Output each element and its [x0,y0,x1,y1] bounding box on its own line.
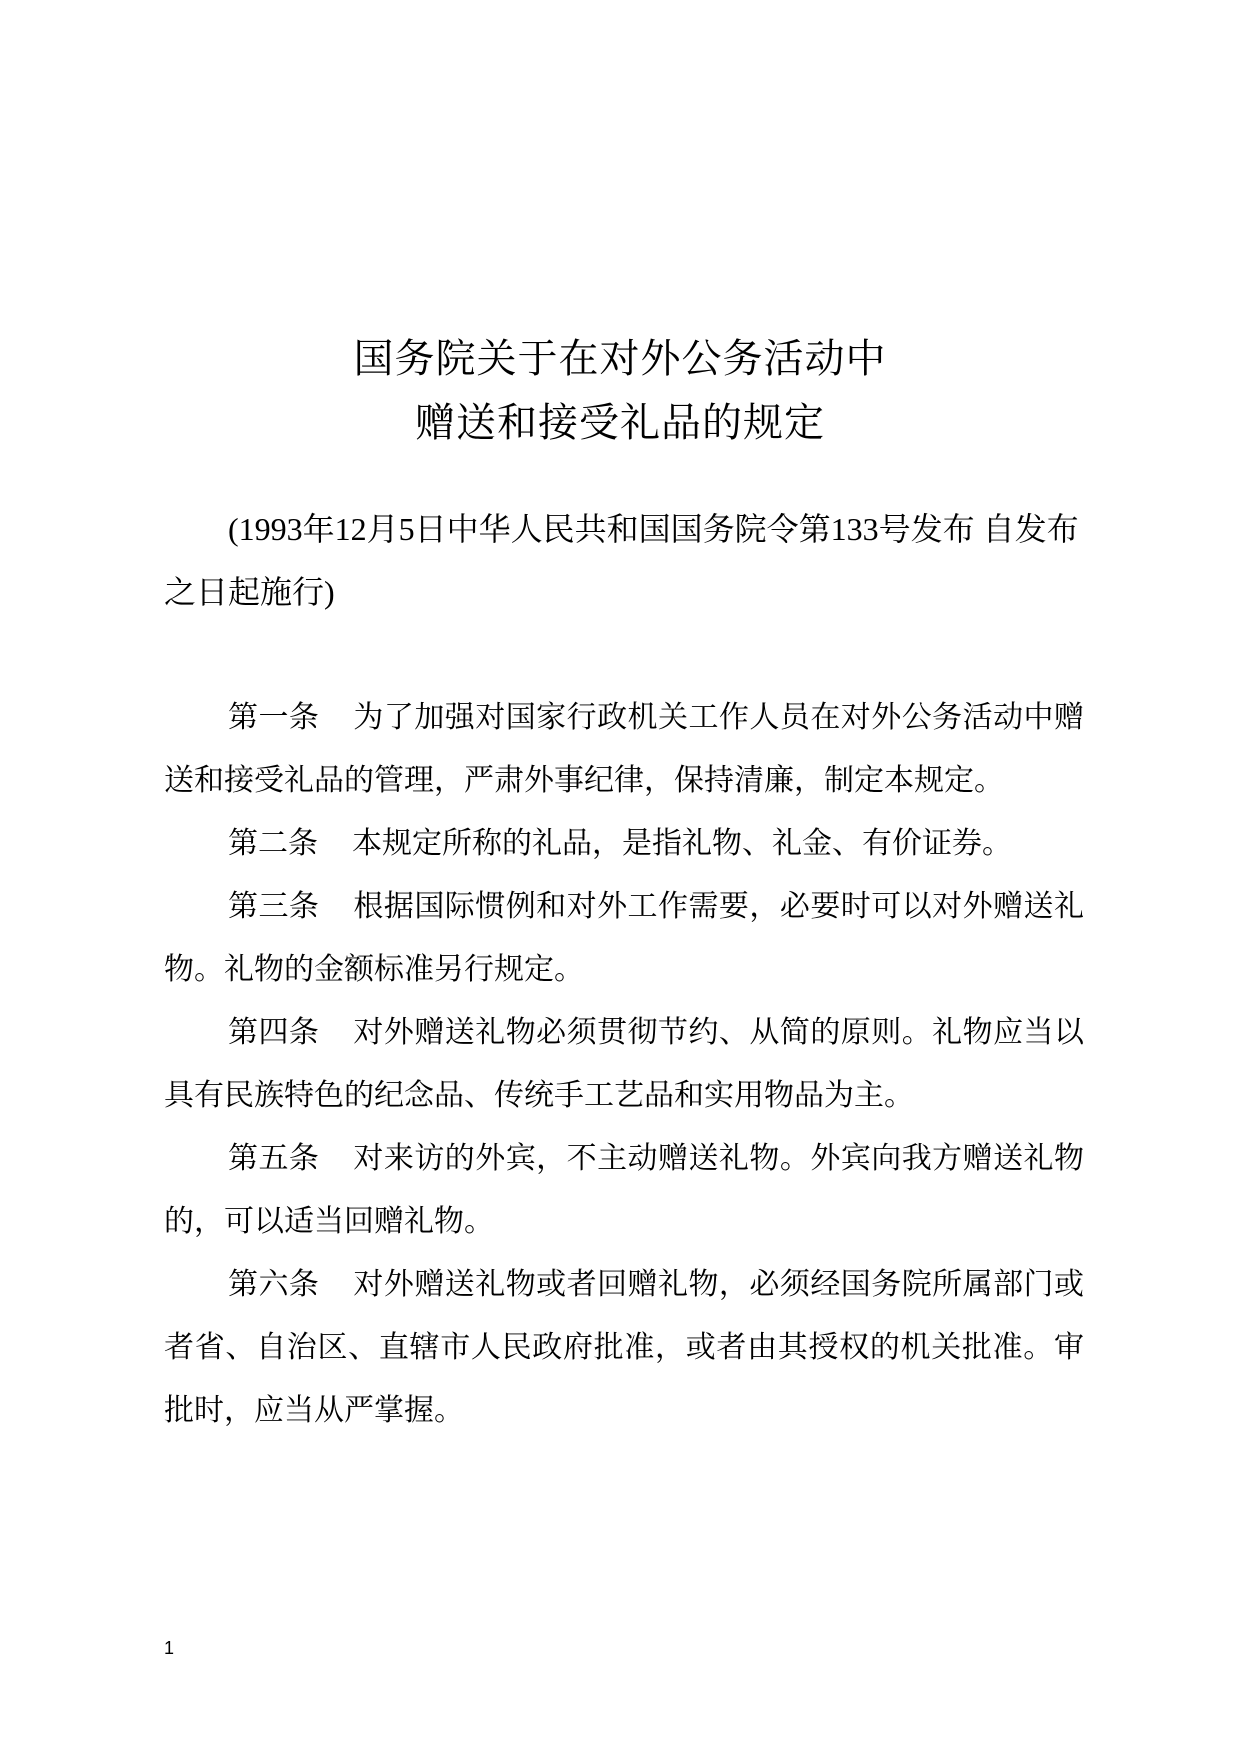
article-text: 为了加强对国家行政机关工作人员在对外公务活动中赠送和接受礼品的管理，严肃外事纪律，保持清廉，制定本规定。 [164,700,1085,798]
article-text: 对来访的外宾，不主动赠送礼物。外宾向我方赠送礼物的，可以适当回赠礼物。 [164,1141,1085,1239]
article-number: 第二条 [228,826,318,861]
article-3 [164,875,1084,1001]
article-6 [164,1253,1084,1442]
article-text: 根据国际惯例和对外工作需要，必要时可以对外赠送礼物。礼物的金额标准另行规定。 [164,889,1085,987]
article-5 [164,1127,1084,1253]
document-title [0,327,1240,455]
article-number: 第六条 [228,1267,320,1302]
article-text: 本规定所称的礼品，是指礼物、礼金、有价证券。 [352,826,1012,861]
article-1 [164,686,1084,812]
article-text: 对外赠送礼物或者回赠礼物，必须经国务院所属部门或者省、自治区、直辖市人民政府批准，或者由其授权的机关批准。审批时，应当从严掌握。 [164,1267,1085,1428]
article-number: 第五条 [228,1141,320,1176]
article-number: 第三条 [228,889,320,924]
promulgation-note: (1993年12月5日中华人民共和国国务院令第133号发布 自发布之日起施行) [164,511,1079,610]
article-2 [164,812,1084,875]
article-number: 第一条 [228,700,320,735]
article-4 [164,1001,1084,1127]
title-line-1: 国务院关于在对外公务活动中 [353,335,887,382]
title-line-2: 赠送和接受礼品的规定 [415,399,825,446]
article-number: 第四条 [228,1015,320,1050]
page-number: 1 [164,1638,175,1658]
document-body [164,498,1084,1442]
article-text: 对外赠送礼物必须贯彻节约、从简的原则。礼物应当以具有民族特色的纪念品、传统手工艺品和实用物品为主。 [164,1015,1085,1113]
